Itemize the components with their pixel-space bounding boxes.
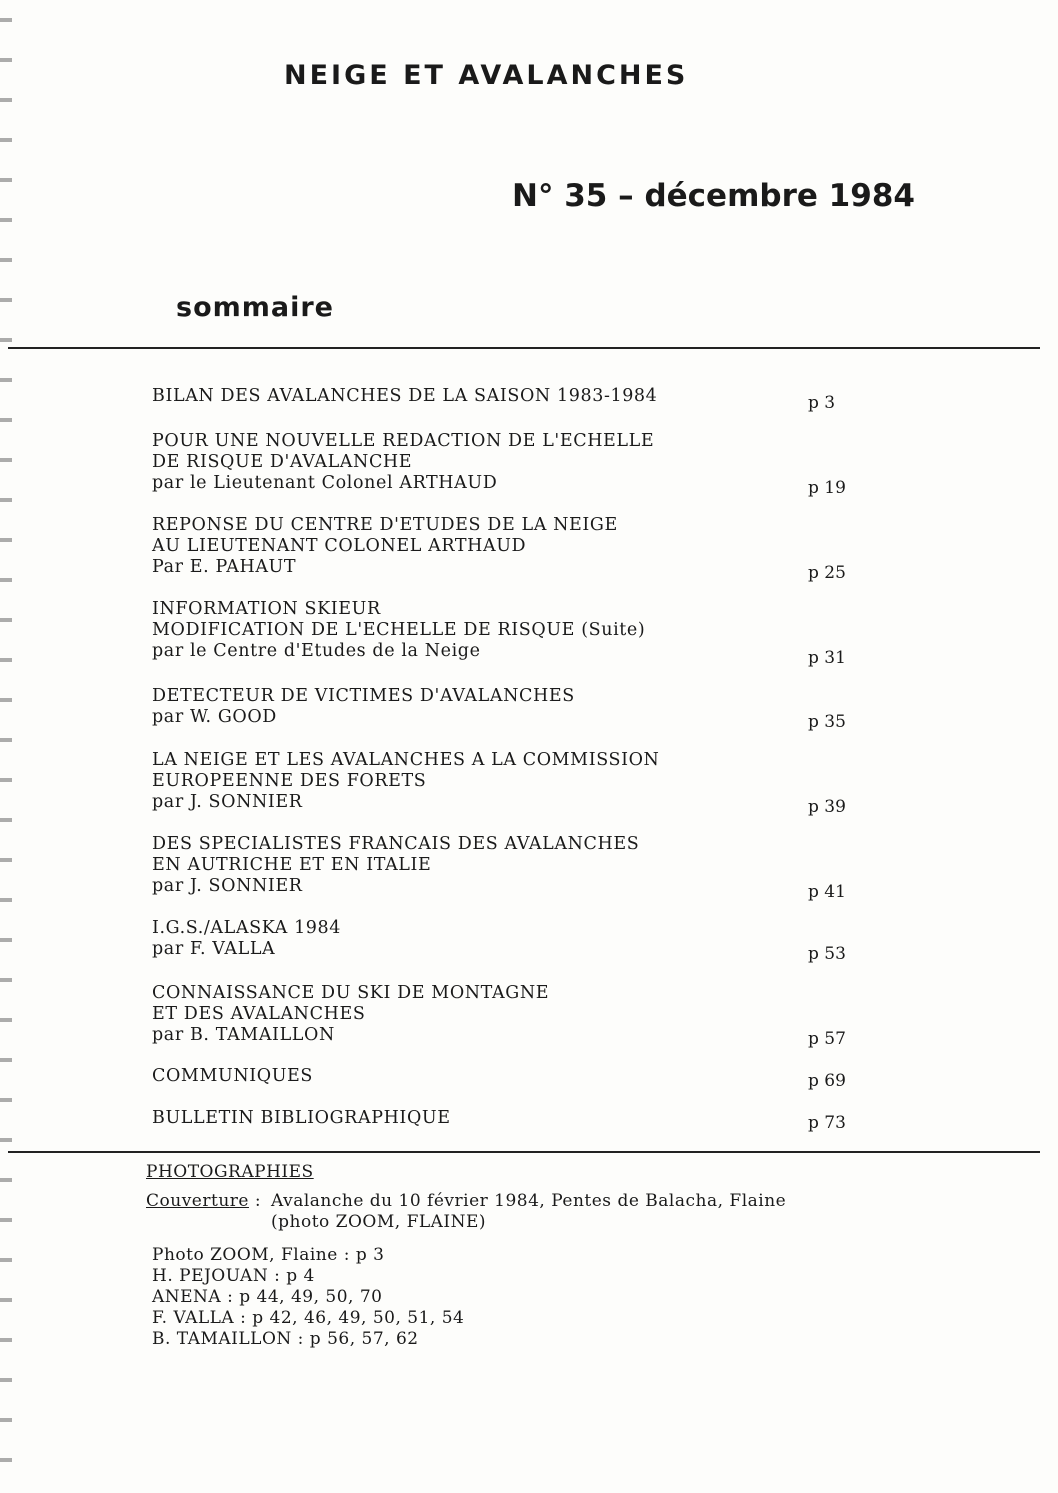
toc-title: INFORMATION SKIEUR (152, 599, 381, 619)
toc-author: par F. VALLA (152, 939, 276, 959)
toc-entry (152, 599, 872, 662)
credit-line: Photo ZOOM, Flaine : p 3 (152, 1245, 385, 1265)
toc-entry (152, 386, 872, 407)
toc-entry (152, 983, 872, 1046)
toc-title: BILAN DES AVALANCHES DE LA SAISON 1983-1984 (152, 386, 658, 406)
toc-page-number: p 53 (808, 944, 846, 964)
toc-page-number: p 3 (808, 393, 836, 413)
toc-entry (152, 918, 872, 960)
toc-title: LA NEIGE ET LES AVALANCHES A LA COMMISSION (152, 750, 660, 770)
toc-title: AU LIEUTENANT COLONEL ARTHAUD (152, 536, 527, 556)
toc-page-number: p 73 (808, 1113, 846, 1133)
toc-author: par B. TAMAILLON (152, 1025, 335, 1045)
toc-title: EUROPEENNE DES FORETS (152, 771, 427, 791)
toc-entry (152, 431, 872, 494)
toc-page-number: p 25 (808, 563, 846, 583)
toc-entry (152, 1108, 872, 1129)
issue-number-date: N° 35 – décembre 1984 (512, 178, 915, 214)
credit-line: H. PEJOUAN : p 4 (152, 1266, 315, 1286)
toc-title: REPONSE DU CENTRE D'ETUDES DE LA NEIGE (152, 515, 618, 535)
toc-page-number: p 31 (808, 648, 846, 668)
toc-entry (152, 515, 872, 578)
toc-title: I.G.S./ALASKA 1984 (152, 918, 342, 938)
toc-author: par J. SONNIER (152, 792, 303, 812)
credit-line: B. TAMAILLON : p 56, 57, 62 (152, 1329, 419, 1349)
toc-title: CONNAISSANCE DU SKI DE MONTAGNE (152, 983, 550, 1003)
toc-author: par le Centre d'Etudes de la Neige (152, 641, 481, 661)
toc-title: COMMUNIQUES (152, 1066, 314, 1086)
toc-page-number: p 39 (808, 797, 846, 817)
cover-label: Couverture (146, 1191, 249, 1211)
toc-author: par J. SONNIER (152, 876, 303, 896)
toc-title: DE RISQUE D'AVALANCHE (152, 452, 413, 472)
toc-page-number: p 69 (808, 1071, 846, 1091)
cover-line: Avalanche du 10 février 1984, Pentes de Balacha, Flaine (271, 1191, 787, 1211)
sommaire-heading: sommaire (176, 292, 334, 323)
toc-page-number: p 19 (808, 478, 846, 498)
credit-list (152, 1245, 946, 1350)
toc-title: BULLETIN BIBLIOGRAPHIQUE (152, 1108, 451, 1128)
toc-page-number: p 57 (808, 1029, 846, 1049)
toc-title: EN AUTRICHE ET EN ITALIE (152, 855, 432, 875)
toc-entry (152, 834, 872, 897)
photographs-heading: PHOTOGRAPHIES (146, 1162, 314, 1182)
bottom-divider (8, 1151, 1040, 1153)
toc-title: POUR UNE NOUVELLE REDACTION DE L'ECHELLE (152, 431, 655, 451)
credit-line: ANENA : p 44, 49, 50, 70 (152, 1287, 383, 1307)
journal-title: NEIGE ET AVALANCHES (284, 60, 689, 91)
toc-title: DES SPECIALISTES FRANCAIS DES AVALANCHES (152, 834, 640, 854)
toc-entry (152, 750, 872, 813)
toc-page-number: p 41 (808, 882, 846, 902)
top-divider (8, 347, 1040, 349)
toc-title: MODIFICATION DE L'ECHELLE DE RISQUE (Suite) (152, 620, 646, 640)
toc-entry (152, 1066, 872, 1087)
toc-page-number: p 35 (808, 712, 846, 732)
toc-entry (152, 686, 872, 728)
binding-holes (0, 0, 12, 1493)
cover-description (271, 1191, 786, 1233)
toc-title: ET DES AVALANCHES (152, 1004, 366, 1024)
credit-line: F. VALLA : p 42, 46, 49, 50, 51, 54 (152, 1308, 465, 1328)
cover-line: (photo ZOOM, FLAINE) (271, 1212, 487, 1232)
toc-author: Par E. PAHAUT (152, 557, 297, 577)
cover-credit (146, 1191, 946, 1233)
toc-title: DETECTEUR DE VICTIMES D'AVALANCHES (152, 686, 575, 706)
photo-credits-section (146, 1162, 946, 1350)
toc-author: par W. GOOD (152, 707, 277, 727)
toc-author: par le Lieutenant Colonel ARTHAUD (152, 473, 498, 493)
cover-separator: : (248, 1191, 267, 1211)
